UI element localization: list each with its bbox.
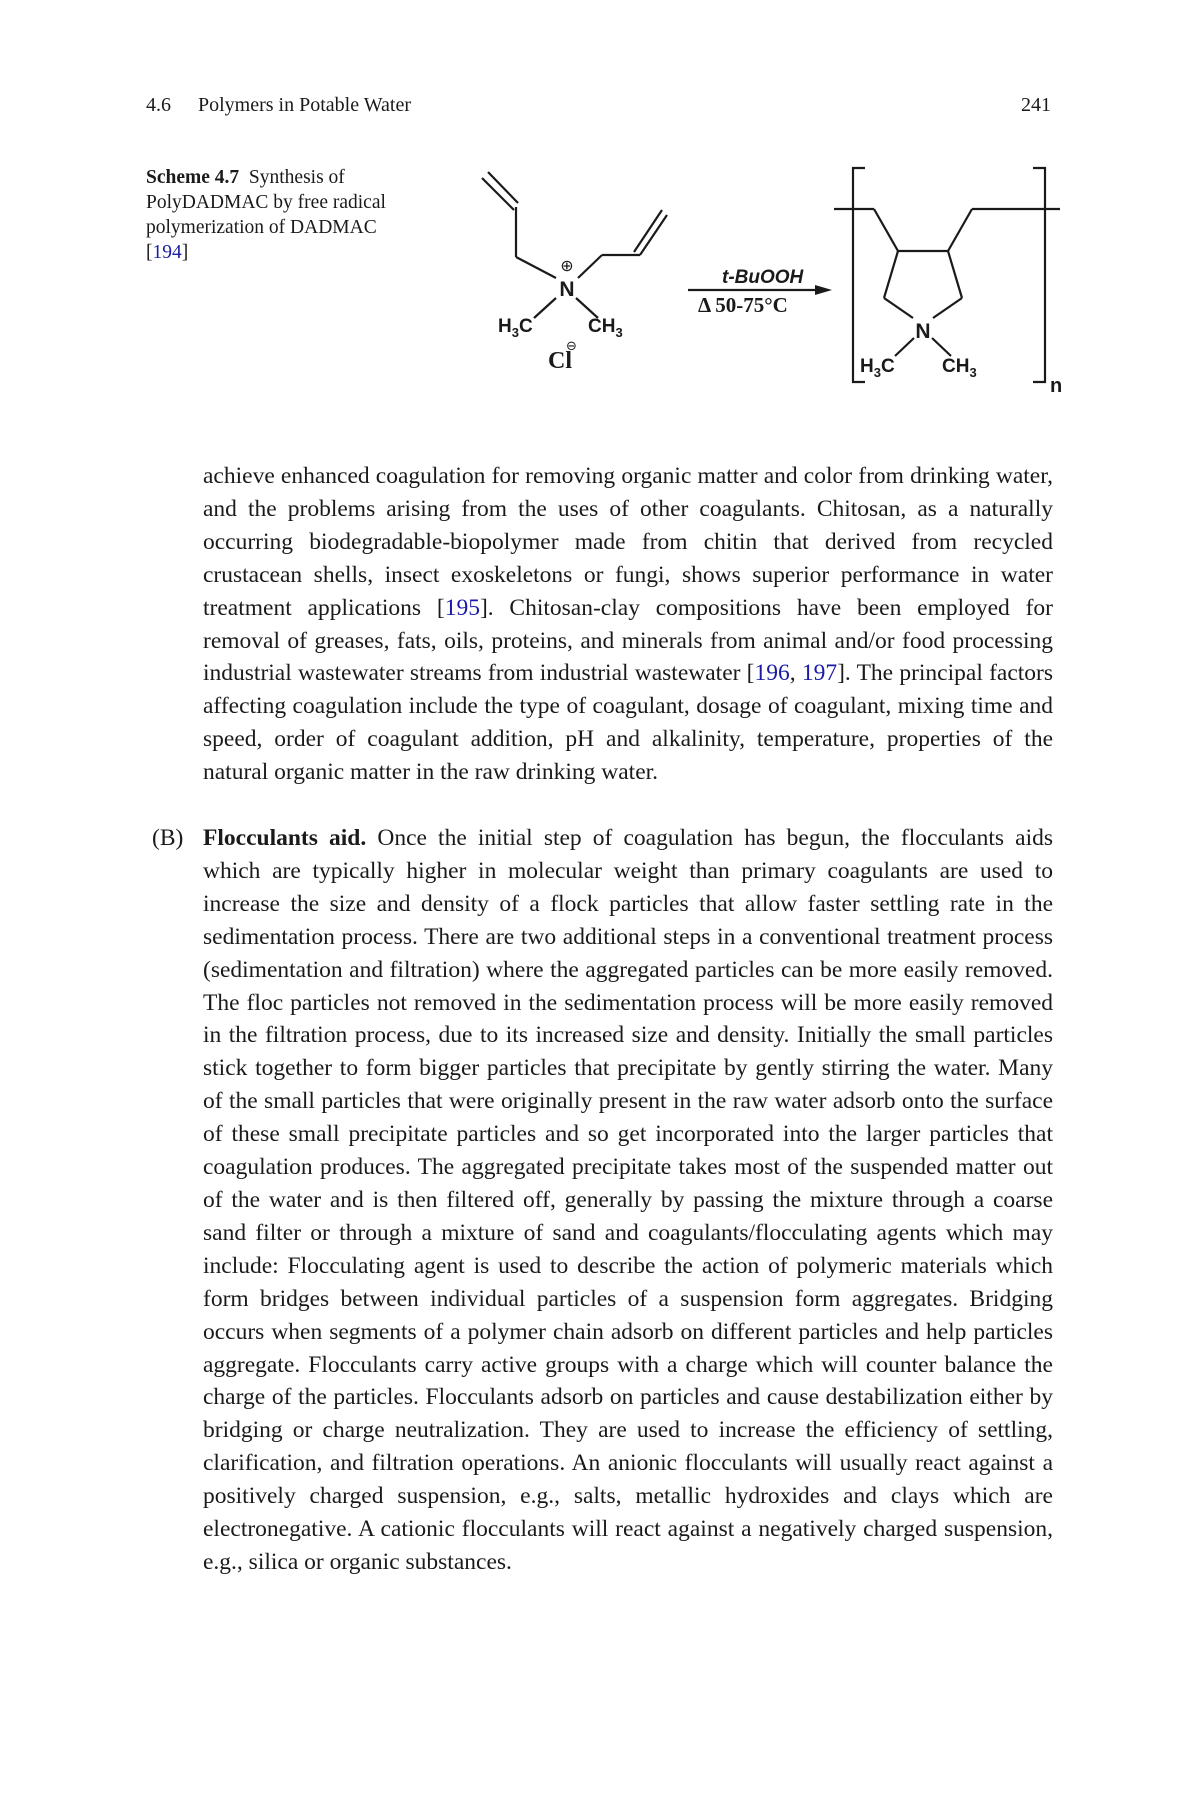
citation-link[interactable]: 194 [152,242,182,263]
page-number: 241 [1021,94,1051,116]
reaction-scheme [470,160,1070,420]
paragraph-coagulation [203,460,1053,789]
nitrogen-label: N [559,278,575,301]
chloride-label: Cl [548,348,572,374]
positive-charge-icon: ⊕ [560,256,574,275]
section-number: 4.6 [146,94,171,116]
product-methyl-left: $H_3C$ [860,356,895,380]
caption-text: Synthesis of PolyDADMAC by free radical polymerization of DADMAC [ [146,167,386,263]
separator: , [789,660,802,687]
paragraph-text: ]. Chitosan-clay compositions have been employed for removal of greases, fats, oils, proteins, and minerals from animal and/or food processing industrial wastewater streams from industrial wastewater [ [203,594,1053,687]
product-methyl-right: $CH_3$ [942,356,977,380]
repeat-unit-n: n [1050,375,1063,397]
running-header [146,94,1051,124]
citation-link[interactable]: 197 [801,660,838,687]
item-heading: Flocculants aid. [203,825,367,851]
polydadmac-structure [834,168,1060,382]
item-text: Once the initial step of coagulation has begun, the flocculants aids which are typically higher in molecular weight than primary coagulants are used to increase the size and density of a flock particles that allow faster settling rate in the sedimentation process. There are two additional steps in a conventional treatment process (sedimentation and filtration) where the aggregated particles can be more easily removed. The floc particles not removed in the sedimentation process will be more easily removed in the filtration process, due to its increased size and density. Initially the small particles stick together to form bigger particles that precipitate by gently stirring the water. Many of the small particles that were originally present in the raw water adsorb onto the surface of these small precipitate particles and so get incorporated into the larger particles that coagulation produces. The aggregated precipitate takes most of the suspended matter out of the water and is then filtered off, generally by passing the mixture through a coarse sand filter or through a mixture of sand and coagulants/flocculating agents which may include: Flocculating agent is used to describe the action of polymeric materials which form bridges between individual particles of a suspension form aggregates. Bridging occurs when segments of a polymer chain adsorb on different particles and help particles aggregate. Flocculants carry active groups with a charge which will counter balance the charge of the particles. Flocculants adsorb on particles and cause destabilization either by bridging or charge neutralization. They are used to increase the efficiency of settling, clarification, and filtration operations. An anionic flocculants will usually react against a positively charged suspension, e.g., salts, metallic hydroxides and clays which are electronegative. A cationic flocculants will react against a negatively charged suspension, e.g., silica or organic substances. [203,825,1053,1575]
paragraph-text: ]. The principal factors affecting coagulation include the type of coagulant, dosage of coagulant, mixing time and speed, order of coagulant addition, pH and alkalinity, temperature, properties of the natural organic matter in the raw drinking water. [203,660,1054,786]
section-title: Polymers in Potable Water [198,94,411,116]
negative-charge-icon: ⊖ [566,339,577,354]
item-label: (B) [152,825,184,851]
citation-link[interactable]: 196 [754,660,790,687]
reagent-label: t-BuOOH [722,267,804,288]
scheme-caption [146,165,396,265]
citation-link[interactable]: 195 [444,594,480,621]
product-nitrogen-label: N [915,320,931,343]
methyl-right: $CH_3$ [588,316,623,340]
list-item-b [152,822,1053,1579]
scheme-label: Scheme 4.7 [146,167,240,188]
caption-end: ] [181,242,189,263]
reaction-arrow [688,267,832,317]
paragraph-text: achieve enhanced coagulation for removing organic matter and color from drinking water, and the problems arising from the uses of other coagulants. Chitosan, as a naturally occurring biodegradable-biopolymer made from chitin that derived from recycled crustacean shells, insect exoskeletons or fungi, shows superior performance in water treatment applications [ [203,463,1053,621]
methyl-left: $H_3C$ [498,316,533,340]
conditions-label: Δ 50-75°C [698,293,788,317]
